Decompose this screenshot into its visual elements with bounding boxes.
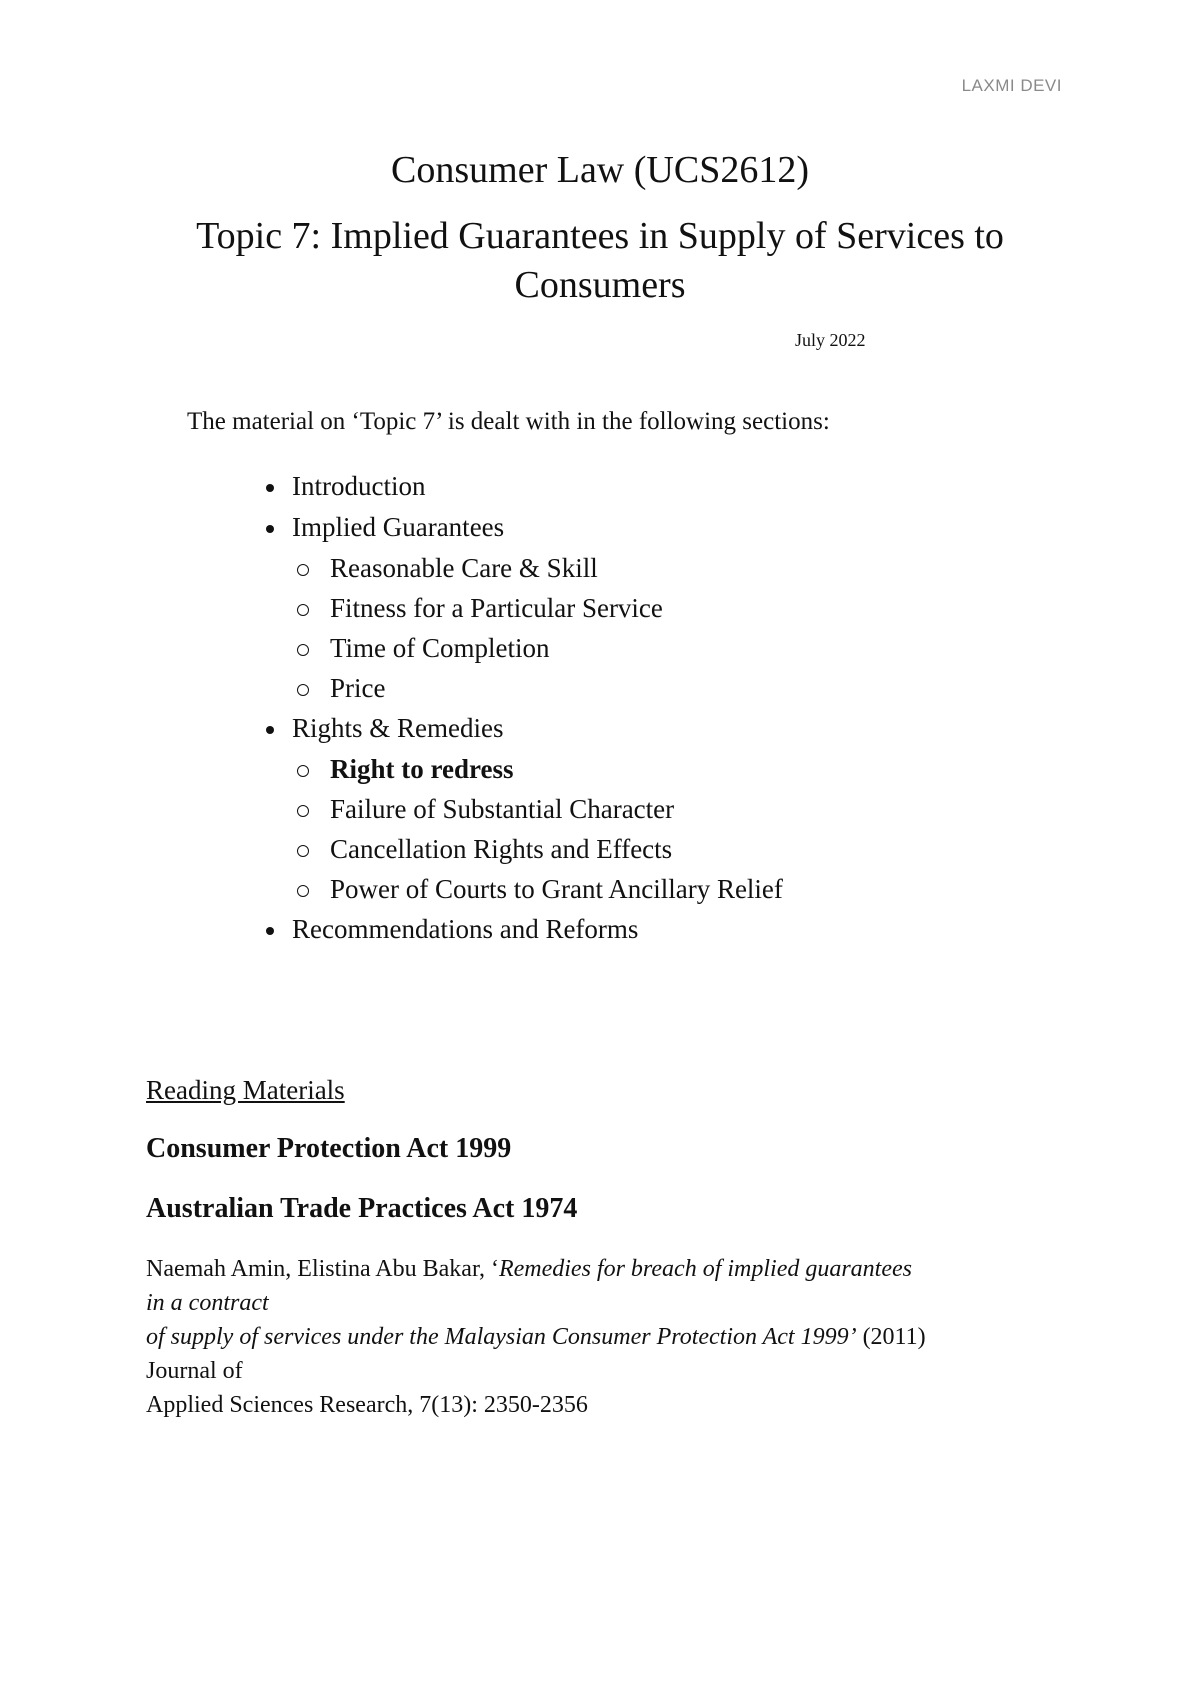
outline-subitem-price: Price <box>262 668 783 708</box>
header-author-name: LAXMI DEVI <box>961 76 1062 95</box>
outline-item-rights-remedies: Rights & Remedies <box>262 708 783 749</box>
document-date: July 2022 <box>795 330 866 350</box>
outline-subitem-failure-substantial: Failure of Substantial Character <box>262 789 783 829</box>
outline-subitem-cancellation: Cancellation Rights and Effects <box>262 829 783 869</box>
course-title: Consumer Law (UCS2612) <box>391 149 809 191</box>
outline-item-introduction: Introduction <box>262 466 783 507</box>
outline-subitem-right-to-redress: Right to redress <box>262 749 783 789</box>
reading-act-trade-practices: Australian Trade Practices Act 1974 <box>146 1193 578 1224</box>
citation-authors: Naemah Amin, Elistina Abu Bakar, ‘ <box>146 1256 499 1282</box>
outline-item-implied-guarantees: Implied Guarantees <box>262 507 783 548</box>
outline-item-recommendations: Recommendations and Reforms <box>262 909 783 950</box>
reading-citation <box>146 1252 1086 1422</box>
topic-outline-list <box>262 466 783 950</box>
outline-subitem-time-of-completion: Time of Completion <box>262 628 783 668</box>
citation-line-2 <box>146 1286 1086 1320</box>
citation-line-3 <box>146 1320 1086 1354</box>
outline-subitem-ancillary-relief: Power of Courts to Grant Ancillary Relief <box>262 869 783 909</box>
outline-subitem-fitness: Fitness for a Particular Service <box>262 588 783 628</box>
citation-title-part-1: Remedies for breach of implied guarantees <box>498 1256 912 1282</box>
citation-journal-line: Journal of <box>146 1358 243 1384</box>
citation-line-1 <box>146 1252 1086 1286</box>
citation-journal-details: Applied Sciences Research, 7(13): 2350-2356 <box>146 1392 588 1418</box>
intro-sentence: The material on ‘Topic 7’ is dealt with in the following sections: <box>187 408 830 435</box>
citation-title-part-2: in a contract <box>146 1290 269 1316</box>
outline-subitem-reasonable-care: Reasonable Care & Skill <box>262 548 783 588</box>
topic-title: Topic 7: Implied Guarantees in Supply of Services to Consumers <box>196 215 1004 307</box>
reading-act-consumer-protection: Consumer Protection Act 1999 <box>146 1133 512 1164</box>
citation-title-part-3: of supply of services under the Malaysian Consumer Protection Act 1999’ <box>146 1324 857 1350</box>
citation-year: (2011) <box>856 1324 926 1350</box>
reading-materials-heading: Reading Materials <box>146 1075 345 1105</box>
